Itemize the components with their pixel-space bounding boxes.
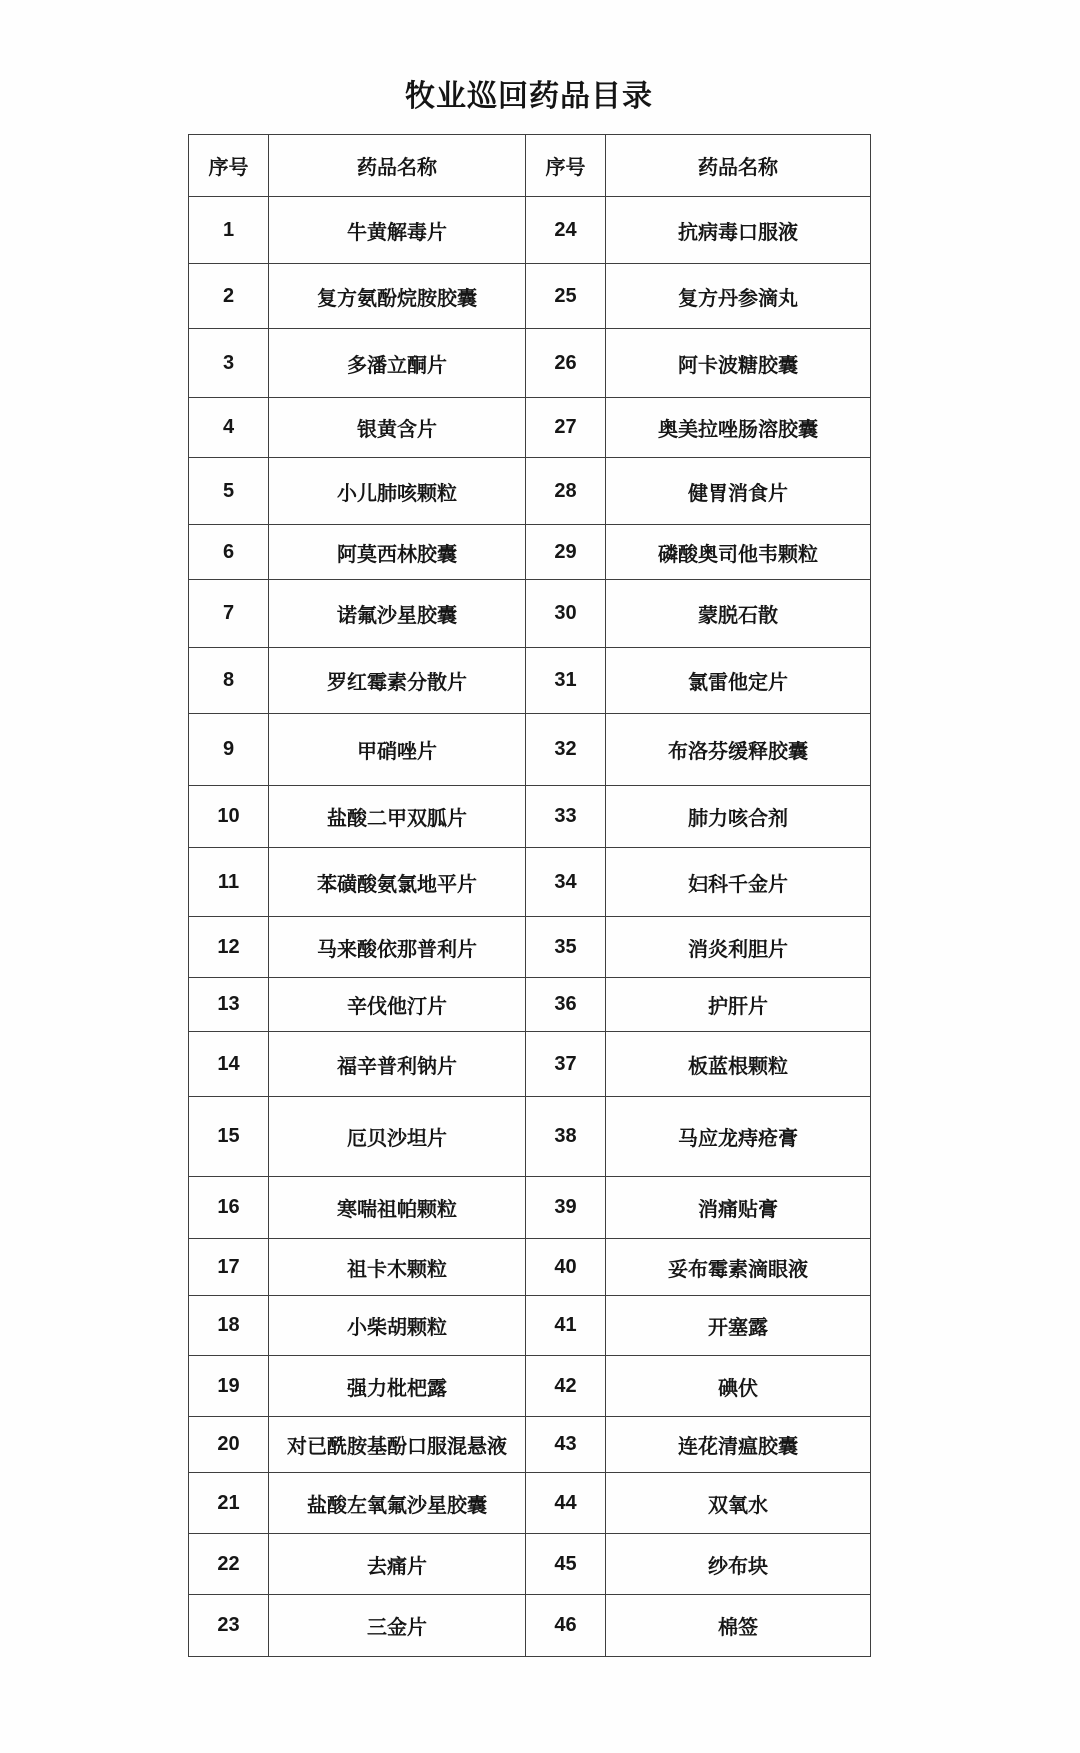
serial-cell: 27: [526, 398, 606, 458]
page-title: 牧业巡回药品目录: [405, 80, 653, 113]
medicine-name-cell: 祖卡木颗粒: [269, 1239, 526, 1296]
serial-cell: 25: [526, 264, 606, 329]
serial-cell: 9: [189, 714, 269, 786]
medicine-name-cell: 小儿肺咳颗粒: [269, 458, 526, 525]
table-row: [189, 398, 871, 458]
medicine-name-cell: 板蓝根颗粒: [606, 1032, 871, 1097]
serial-cell: 22: [189, 1534, 269, 1595]
serial-cell: 24: [526, 197, 606, 264]
header-row: [189, 135, 871, 197]
medicine-name-cell: 阿卡波糖胶囊: [606, 329, 871, 398]
table-row: [189, 1239, 871, 1296]
serial-cell: 42: [526, 1356, 606, 1417]
medicine-name-cell: 马应龙痔疮膏: [606, 1097, 871, 1177]
medicine-name-cell: 三金片: [269, 1595, 526, 1657]
medicine-name-cell: 福辛普利钠片: [269, 1032, 526, 1097]
medicine-name-cell: 马来酸依那普利片: [269, 917, 526, 978]
serial-cell: 43: [526, 1417, 606, 1473]
serial-cell: 20: [189, 1417, 269, 1473]
table-row: [189, 580, 871, 648]
medicine-name-cell: 肺力咳合剂: [606, 786, 871, 848]
medicine-name-cell: 蒙脱石散: [606, 580, 871, 648]
serial-cell: 40: [526, 1239, 606, 1296]
table-row: [189, 525, 871, 580]
medicine-name-cell: 氯雷他定片: [606, 648, 871, 714]
serial-cell: 45: [526, 1534, 606, 1595]
medicine-name-cell: 银黄含片: [269, 398, 526, 458]
medicine-name-cell: 抗病毒口服液: [606, 197, 871, 264]
medicine-name-cell: 多潘立酮片: [269, 329, 526, 398]
medicine-name-cell: 开塞露: [606, 1296, 871, 1356]
serial-cell: 29: [526, 525, 606, 580]
medicine-name-cell: 连花清瘟胶囊: [606, 1417, 871, 1473]
medicine-name-cell: 盐酸二甲双胍片: [269, 786, 526, 848]
medicine-name-cell: 甲硝唑片: [269, 714, 526, 786]
serial-cell: 16: [189, 1177, 269, 1239]
medicine-table: [188, 134, 871, 1657]
table-row: [189, 978, 871, 1032]
table-row: [189, 329, 871, 398]
medicine-name-cell: 复方氨酚烷胺胶囊: [269, 264, 526, 329]
medicine-name-cell: 对已酰胺基酚口服混悬液: [269, 1417, 526, 1473]
serial-cell: 11: [189, 848, 269, 917]
serial-cell: 7: [189, 580, 269, 648]
table-row: [189, 1534, 871, 1595]
serial-cell: 37: [526, 1032, 606, 1097]
table-row: [189, 1296, 871, 1356]
table-row: [189, 917, 871, 978]
serial-cell: 28: [526, 458, 606, 525]
medicine-name-cell: 小柴胡颗粒: [269, 1296, 526, 1356]
medicine-name-cell: 健胃消食片: [606, 458, 871, 525]
medicine-name-cell: 消痛贴膏: [606, 1177, 871, 1239]
medicine-name-cell: 苯磺酸氨氯地平片: [269, 848, 526, 917]
header-serial-left: 序号: [189, 135, 269, 197]
serial-cell: 34: [526, 848, 606, 917]
medicine-name-cell: 护肝片: [606, 978, 871, 1032]
serial-cell: 23: [189, 1595, 269, 1657]
table-row: [189, 648, 871, 714]
table-row: [189, 1356, 871, 1417]
serial-cell: 18: [189, 1296, 269, 1356]
serial-cell: 5: [189, 458, 269, 525]
serial-cell: 41: [526, 1296, 606, 1356]
medicine-name-cell: 寒喘祖帕颗粒: [269, 1177, 526, 1239]
serial-cell: 21: [189, 1473, 269, 1534]
serial-cell: 46: [526, 1595, 606, 1657]
medicine-name-cell: 妥布霉素滴眼液: [606, 1239, 871, 1296]
serial-cell: 10: [189, 786, 269, 848]
serial-cell: 13: [189, 978, 269, 1032]
medicine-name-cell: 布洛芬缓释胶囊: [606, 714, 871, 786]
table-row: [189, 1473, 871, 1534]
medicine-name-cell: 纱布块: [606, 1534, 871, 1595]
medicine-name-cell: 强力枇杷露: [269, 1356, 526, 1417]
serial-cell: 6: [189, 525, 269, 580]
medicine-name-cell: 棉签: [606, 1595, 871, 1657]
table-row: [189, 264, 871, 329]
table-row: [189, 1097, 871, 1177]
serial-cell: 4: [189, 398, 269, 458]
serial-cell: 30: [526, 580, 606, 648]
medicine-name-cell: 消炎利胆片: [606, 917, 871, 978]
table-row: [189, 458, 871, 525]
medicine-name-cell: 辛伐他汀片: [269, 978, 526, 1032]
serial-cell: 12: [189, 917, 269, 978]
medicine-name-cell: 磷酸奥司他韦颗粒: [606, 525, 871, 580]
medicine-name-cell: 碘伏: [606, 1356, 871, 1417]
serial-cell: 17: [189, 1239, 269, 1296]
serial-cell: 33: [526, 786, 606, 848]
table-row: [189, 714, 871, 786]
serial-cell: 44: [526, 1473, 606, 1534]
serial-cell: 39: [526, 1177, 606, 1239]
medicine-name-cell: 去痛片: [269, 1534, 526, 1595]
serial-cell: 14: [189, 1032, 269, 1097]
table-body: [189, 197, 871, 1657]
serial-cell: 15: [189, 1097, 269, 1177]
serial-cell: 2: [189, 264, 269, 329]
serial-cell: 1: [189, 197, 269, 264]
table-row: [189, 1032, 871, 1097]
table-row: [189, 1177, 871, 1239]
table-row: [189, 197, 871, 264]
medicine-name-cell: 妇科千金片: [606, 848, 871, 917]
serial-cell: 31: [526, 648, 606, 714]
medicine-name-cell: 诺氟沙星胶囊: [269, 580, 526, 648]
serial-cell: 8: [189, 648, 269, 714]
table-row: [189, 848, 871, 917]
serial-cell: 19: [189, 1356, 269, 1417]
medicine-name-cell: 双氧水: [606, 1473, 871, 1534]
serial-cell: 26: [526, 329, 606, 398]
header-medicine-name-right: 药品名称: [606, 135, 871, 197]
table-row: [189, 786, 871, 848]
serial-cell: 32: [526, 714, 606, 786]
medicine-name-cell: 奥美拉唑肠溶胶囊: [606, 398, 871, 458]
medicine-name-cell: 阿莫西林胶囊: [269, 525, 526, 580]
medicine-name-cell: 罗红霉素分散片: [269, 648, 526, 714]
serial-cell: 36: [526, 978, 606, 1032]
serial-cell: 3: [189, 329, 269, 398]
table-row: [189, 1595, 871, 1657]
header-serial-right: 序号: [526, 135, 606, 197]
serial-cell: 35: [526, 917, 606, 978]
medicine-name-cell: 牛黄解毒片: [269, 197, 526, 264]
serial-cell: 38: [526, 1097, 606, 1177]
medicine-name-cell: 复方丹参滴丸: [606, 264, 871, 329]
header-medicine-name-left: 药品名称: [269, 135, 526, 197]
table-row: [189, 1417, 871, 1473]
medicine-name-cell: 盐酸左氧氟沙星胶囊: [269, 1473, 526, 1534]
medicine-name-cell: 厄贝沙坦片: [269, 1097, 526, 1177]
